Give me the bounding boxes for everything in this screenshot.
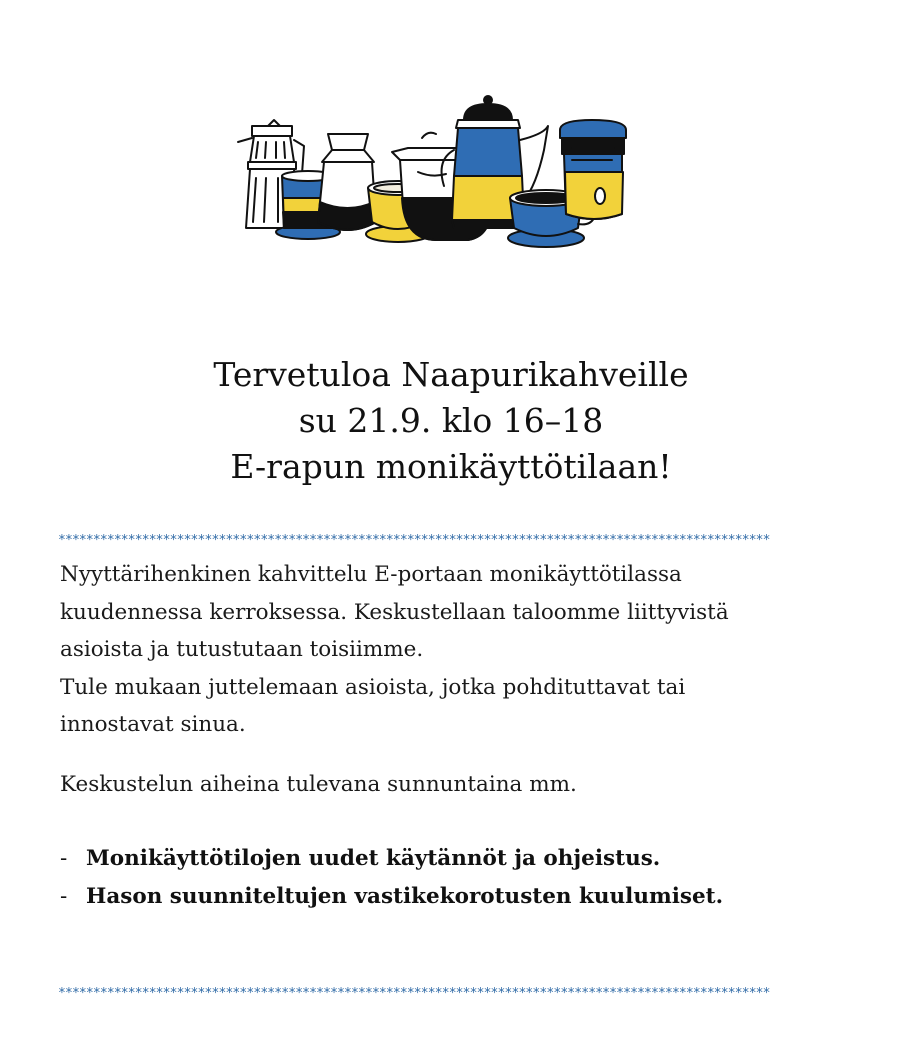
body-paragraph — [60, 556, 860, 744]
list-bullet: - — [60, 884, 68, 909]
body-line-5: innostavat sinua. — [60, 712, 246, 737]
body-line-3: asioista ja tutustutaan toisiimme. — [60, 637, 424, 662]
body-line-4: Tule mukaan juttelemaan asioista, jotka pohdituttavat tai — [60, 674, 686, 700]
page-title — [0, 352, 902, 490]
divider-bottom: ****************************************************************************************************** — [58, 986, 770, 1001]
list-item — [60, 840, 723, 878]
list-item-text: Hason suunniteltujen vastikekorotusten kuulumiset. — [86, 884, 724, 909]
title-line-2: su 21.9. klo 16–18 — [298, 401, 604, 440]
topics-list — [60, 840, 723, 916]
list-item — [60, 878, 723, 916]
divider-top: ****************************************************************************************************** — [58, 533, 770, 548]
body-line-2: kuudennessa kerroksessa. Keskustellaan taloomme liittyvistä — [60, 599, 729, 625]
topics-intro: Keskustelun aiheina tulevana sunnuntaina mm. — [60, 772, 577, 797]
list-item-text: Monikäyttötilojen uudet käytännöt ja ohjeistus. — [86, 846, 661, 871]
list-bullet: - — [60, 846, 68, 871]
title-line-3: E-rapun monikäyttötilaan! — [230, 447, 672, 486]
body-line-1: Nyyttärihenkinen kahvittelu E-portaan monikäyttötilassa — [60, 562, 682, 587]
coffee-pots-and-cups-icon — [232, 90, 632, 250]
title-line-1: Tervetuloa Naapurikahveille — [213, 355, 689, 394]
